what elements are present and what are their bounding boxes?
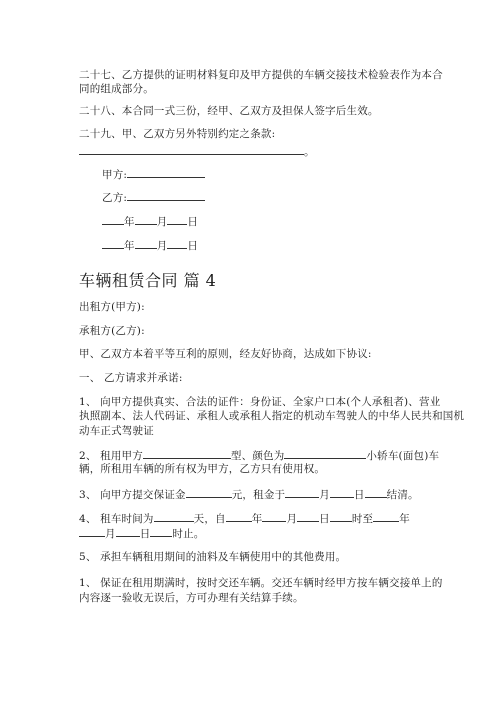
- item-4-text: 日: [139, 528, 151, 540]
- date-line-2: [102, 237, 492, 254]
- item-2-line2: 辆，所租用车辆的所有权为甲方，乙方只有使用权。: [79, 463, 326, 475]
- blank-field: [127, 189, 205, 201]
- blank-field: [373, 510, 399, 522]
- lessee-label: 承租方(乙方):: [79, 325, 145, 337]
- blank-field: [135, 213, 157, 225]
- item-4-line2: [79, 525, 469, 542]
- blank-field: [167, 213, 187, 225]
- blank-field: [330, 486, 354, 498]
- item-2-text: 2、 租用甲方: [79, 450, 143, 462]
- item-3-text: 元，租金于: [231, 489, 286, 501]
- blank-field: [116, 525, 140, 537]
- item-1-line3: 动车正式驾驶证: [79, 425, 154, 437]
- clause-28: 二十八、本合同一式三份，经甲、乙双方及担保人签字后生效。: [79, 105, 379, 117]
- month-label: 月: [156, 216, 168, 228]
- blank-field: [285, 486, 319, 498]
- blank-field: [284, 447, 366, 459]
- item-4-text: 天，自: [193, 513, 226, 525]
- clause-27-line1: 二十七、乙方提供的证明材料复印及甲方提供的车辆交接技术检验表作为本合: [79, 69, 443, 81]
- blank-field: [167, 237, 187, 249]
- lessor-label: 出租方(甲方):: [79, 301, 145, 313]
- item-4-text: 时止。: [172, 528, 205, 540]
- party-b-label: 乙方:: [102, 192, 128, 204]
- intro-paragraph: 甲、乙双方本着平等互利的原则，经友好协商，达成如下协议:: [79, 348, 372, 360]
- blank-field: [135, 237, 157, 249]
- blank-field: [102, 237, 124, 249]
- date-line-1: [102, 213, 492, 230]
- signature-party-a: [102, 166, 492, 183]
- item-4-text: 日: [319, 513, 330, 525]
- item-2-text: 小轿车(面包)车: [366, 450, 440, 462]
- clause-27-line2: 同的组成部分。: [79, 83, 154, 95]
- section-title: 车辆租赁合同 篇 4: [79, 271, 217, 290]
- year-label: 年: [124, 216, 135, 228]
- blank-field: [297, 510, 319, 522]
- item-4-text: 月: [286, 513, 298, 525]
- blank-field: [143, 447, 231, 459]
- item-4-text: 月: [105, 528, 116, 540]
- item-4-text: 4、 租车时间为: [79, 513, 154, 525]
- item-3-text: 结清。: [386, 489, 419, 501]
- blank-field: [262, 510, 286, 522]
- item-5: 5、 承担车辆租用期间的油料及车辆使用中的其他费用。: [79, 551, 347, 563]
- party-a-label: 甲方:: [102, 169, 128, 181]
- day-label: 日: [187, 216, 199, 228]
- item-1-line1: 1、 向甲方提供真实、合法的证件：身份证、全家户口本(个人承租者)、营业: [79, 396, 441, 408]
- period: 。: [304, 146, 315, 158]
- item-4-text: 年: [399, 513, 410, 525]
- day-label: 日: [187, 240, 199, 252]
- blank-field: [102, 213, 124, 225]
- blank-field: [186, 486, 232, 498]
- blank-field: [365, 486, 387, 498]
- item-3: [79, 486, 469, 503]
- item-4-text: 时至: [351, 513, 374, 525]
- year-label: 年: [124, 240, 135, 252]
- item-3-text: 3、 向甲方提交保证金: [79, 489, 186, 501]
- article-1-heading: 一、 乙方请求并承诺:: [79, 372, 183, 384]
- return-clause-line1: 1、 保证在租用期满时，按时交还车辆。交还车辆时经甲方按车辆交接单上的: [79, 577, 443, 589]
- month-label: 月: [156, 240, 168, 252]
- blank-field: [150, 525, 172, 537]
- blank-field: [79, 525, 105, 537]
- item-4-text: 年: [251, 513, 263, 525]
- item-1-line2: 执照副本、法人代码证、承租人或承租人指定的机动车驾驶人的中华人民共和国机: [79, 410, 465, 422]
- blank-field: [154, 510, 194, 522]
- item-2-text: 型、颜色为: [230, 450, 285, 462]
- signature-party-b: [102, 189, 492, 206]
- clause-29-blank-line: [79, 143, 469, 160]
- blank-field: [226, 510, 252, 522]
- item-3-text: 日: [353, 489, 365, 501]
- item-3-text: 月: [319, 489, 330, 501]
- clause-29: 二十九、甲、乙双方另外特别约定之条款:: [79, 128, 276, 140]
- return-clause-line2: 内容逐一验收无误后，方可办理有关结算手续。: [79, 592, 304, 604]
- blank-field: [127, 166, 205, 178]
- blank-field: [330, 510, 352, 522]
- blank-field: [79, 143, 304, 155]
